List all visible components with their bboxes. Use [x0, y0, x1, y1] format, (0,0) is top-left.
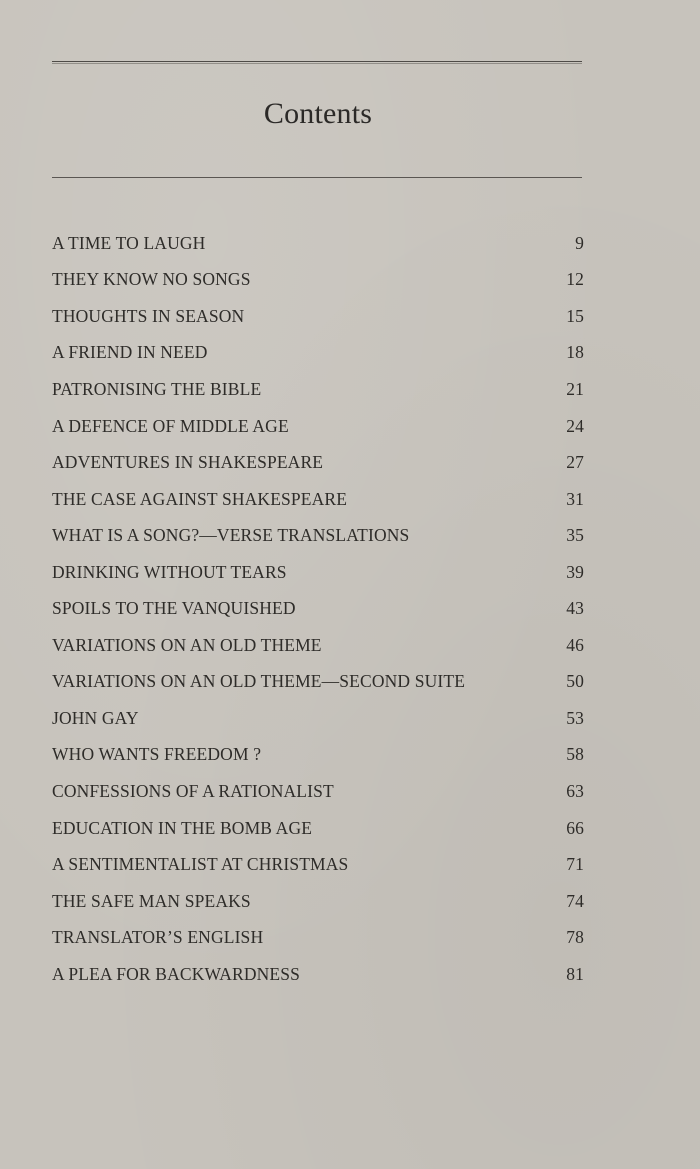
- toc-entry-title: PATRONISING THE BIBLE: [52, 378, 262, 399]
- toc-entry-title: VARIATIONS ON AN OLD THEME: [52, 634, 322, 655]
- toc-entry-page: 15: [566, 305, 584, 326]
- toc-entry-title: THE CASE AGAINST SHAKESPEARE: [52, 488, 348, 509]
- toc-entry-page: 24: [566, 415, 584, 436]
- toc-entry-page: 58: [566, 744, 584, 765]
- toc-entry: [52, 408, 584, 445]
- toc-entry-title: THEY KNOW NO SONGS: [52, 269, 251, 290]
- toc-entry-page: 63: [566, 780, 584, 801]
- toc-entry-page: 50: [566, 671, 584, 692]
- toc-entry: [52, 810, 584, 847]
- toc-entry: [52, 444, 584, 481]
- toc-entry-page: 27: [566, 452, 584, 473]
- toc-entry: [52, 335, 584, 372]
- toc-entry-title: THOUGHTS IN SEASON: [52, 305, 245, 326]
- toc-entry-page: 43: [566, 598, 584, 619]
- toc-entry: [52, 664, 584, 701]
- toc-entry-page: 9: [575, 232, 584, 253]
- toc-entry-title: A FRIEND IN NEED: [52, 342, 208, 363]
- toc-entry-page: 66: [566, 817, 584, 838]
- toc-entry-title: A DEFENCE OF MIDDLE AGE: [52, 415, 289, 436]
- toc-entry: [52, 956, 584, 993]
- toc-entry-title: WHAT IS A SONG?—VERSE TRANSLATIONS: [52, 525, 410, 546]
- toc-entry-title: TRANSLATOR’S ENGLISH: [52, 927, 264, 948]
- toc-entry: [52, 554, 584, 591]
- toc-entry: [52, 517, 584, 554]
- toc-entry: [52, 225, 584, 262]
- toc-entry: [52, 262, 584, 299]
- toc-entry-page: 39: [566, 561, 584, 582]
- toc-entry: [52, 919, 584, 956]
- toc-entry-title: A PLEA FOR BACKWARDNESS: [52, 963, 301, 984]
- toc-entry-page: 35: [566, 525, 584, 546]
- toc-entry-title: ADVENTURES IN SHAKESPEARE: [52, 452, 324, 473]
- toc-entry: [52, 737, 584, 774]
- toc-entry: [52, 481, 584, 518]
- toc-entry-page: 53: [566, 707, 584, 728]
- toc-entry-page: 74: [566, 890, 584, 911]
- table-of-contents: [52, 225, 584, 992]
- toc-entry-page: 81: [566, 963, 584, 984]
- toc-entry-page: 21: [566, 378, 584, 399]
- toc-entry: [52, 700, 584, 737]
- toc-entry-page: 46: [566, 634, 584, 655]
- toc-entry-page: 12: [566, 269, 584, 290]
- toc-entry-page: 71: [566, 854, 584, 875]
- top-rule: [52, 61, 582, 62]
- toc-entry: [52, 371, 584, 408]
- toc-entry: [52, 298, 584, 335]
- toc-entry-title: DRINKING WITHOUT TEARS: [52, 561, 287, 582]
- toc-entry: [52, 883, 584, 920]
- toc-entry-page: 18: [566, 342, 584, 363]
- toc-entry-title: A TIME TO LAUGH: [52, 232, 206, 253]
- toc-entry: [52, 773, 584, 810]
- page-title: Contents: [263, 97, 373, 130]
- toc-entry-title: WHO WANTS FREEDOM ?: [52, 744, 262, 765]
- toc-entry-page: 78: [566, 927, 584, 948]
- toc-entry-title: CONFESSIONS OF A RATIONALIST: [52, 780, 334, 801]
- toc-entry-title: JOHN GAY: [52, 707, 139, 728]
- toc-entry: [52, 590, 584, 627]
- toc-entry-title: A SENTIMENTALIST AT CHRISTMAS: [52, 854, 349, 875]
- toc-entry-title: THE SAFE MAN SPEAKS: [52, 890, 251, 911]
- title-underline-rule: [52, 177, 582, 178]
- toc-entry: [52, 846, 584, 883]
- toc-entry-title: VARIATIONS ON AN OLD THEME—SECOND SUITE: [52, 671, 466, 692]
- toc-entry: [52, 627, 584, 664]
- toc-entry-title: EDUCATION IN THE BOMB AGE: [52, 817, 313, 838]
- toc-entry-page: 31: [566, 488, 584, 509]
- toc-entry-title: SPOILS TO THE VANQUISHED: [52, 598, 296, 619]
